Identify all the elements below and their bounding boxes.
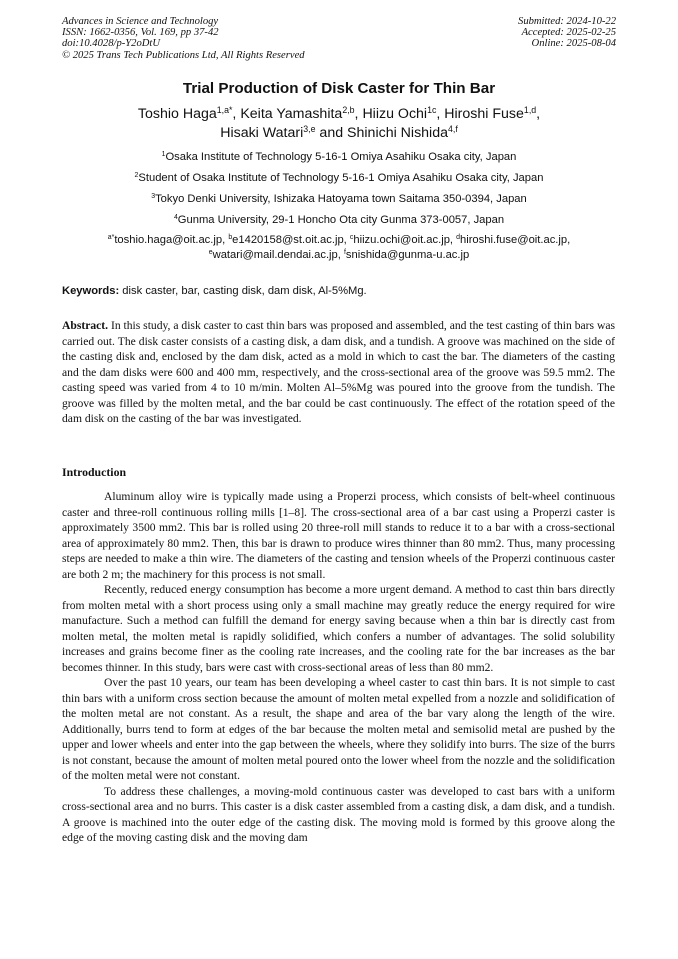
email-link[interactable]: toshio.haga@oit.ac.jp, — [114, 234, 229, 246]
email-link[interactable]: e1420158@st.oit.ac.jp, — [232, 234, 350, 246]
paragraph: Recently, reduced energy consumption has become a more urgent demand. A method to cast thin bars directly from molten metal with a short process using only a small machine may greatly reduce the energy required for wire manufacture. Such a method can fulfill the demand for energy saving because when a thin bar is directly cast from molten metal, the molten metal is rapidly solidified, which confers a number of advantages. The solid solubility increases and grains become finer as the cooling rate increases, and the cooling rate for the bar increases as the bar becomes thinner. In this study, bars were cast with cross-sectional areas of less than 80 mm2. — [62, 583, 615, 674]
author: Hisaki Watari$^{3,e}$ and — [220, 124, 348, 141]
journal-issn: ISSN: 1662-0356, Vol. 169, pp 37-42 — [62, 27, 219, 39]
author: Hiroshi Fuse$^{1,d}$, — [444, 105, 541, 122]
paragraph: Over the past 10 years, our team has been developing a wheel caster to cast thin bars. It is not simple to cast thin bars with a uniform cross section because the amount of molten metal expelled from a nozzle and solidification of the molten metal are not constant. As a result, the shape and area of the bar vary along the length of the wire. Additionally, burrs tend to form at edges of the bar because the molten metal and semisolid metal are pushed by the upper and lower wheels and enter into the gap between the wheels, where they solidify into burrs. The size of the burrs is not constant, because the amount of molten metal poured onto the lower wheel from the nozzle and the solidification of the molten metal were not constant. — [62, 676, 615, 782]
abstract-text: In this study, a disk caster to cast thin bars was proposed and assembled, and the test casting of thin bars was carried out. The disk caster consists of a casting disk, a dam disk, and a tundish. A groove was machined on the side of the casting disk and, enclosed by the dam disk, acted as a mold in which to cast the bar. The diameters of the casting and the dam disks were 600 and 400 mm, respectively, and the cross-sectional area of the groove was 59.5 mm2. The casting speed was varied from 4 to 10 m/min. Molten Al–5%Mg was poured into the groove from the tundish. The groove was filled by the molten metal, and the bar could be cast continuously. The effect of the rotation speed of the dam disk on the casting of the bar was investigated. — [62, 319, 615, 425]
keywords-text: disk caster, bar, casting disk, dam disk, Al-5%Mg. — [119, 285, 367, 297]
affiliation: $^2$Student of Osaka Institute of Technology 5-16-1 Omiya Asahiku Osaka city, Japan — [134, 172, 544, 184]
author: Shinichi Nishida$^{4,f}$ — [347, 124, 458, 141]
author: Keita Yamashita$^{2,b}$, — [240, 105, 363, 122]
keywords-label: Keywords: — [62, 285, 120, 297]
online-date: Online: 2025-08-04 — [531, 38, 616, 50]
email-line: $^e$watari@mail.dendai.ac.jp, $^f$snishida@gunma-u.ac.jp — [208, 249, 470, 261]
paragraph: Aluminum alloy wire is typically made using a Properzi process, which consists of belt-wheel continuous caster and three-roll continuous rolling mills [1–8]. The cross-sectional area of a bar cast using a Properzi caster is approximately 3500 mm2. This bar is rolled using 20 three-roll mill stands to reduce it to a bar with a cross-sectional area of approximately 80 mm2. Then, this bar is drawn to produce wires thinner than 80 mm2. Thus, many processing steps are needed to make a thin wire. The diameters of the casting and tension wheels of the Properzi continuous caster are both 2 m; the machinery for this process is not small. — [62, 490, 615, 581]
affiliation: $^4$Gunma University, 29-1 Honcho Ota city Gunma 373-0057, Japan — [173, 214, 505, 226]
introduction-body — [62, 489, 615, 846]
keywords — [62, 284, 618, 299]
paragraph: To address these challenges, a moving-mold continuous caster was developed to cast bars with a uniform cross-sectional area and no burrs. This caster is a disk caster assembled from a casting disk, a dam disk, and a tundish. A groove is machined into the outer edge of the casting disk. The moving mold is formed by this groove along the edge of the moving casting disk and the moving dam — [62, 784, 615, 844]
affiliation: $^1$Osaka Institute of Technology 5-16-1 Omiya Asahiku Osaka city, Japan — [161, 151, 517, 163]
section-heading-introduction: Introduction — [62, 465, 127, 479]
submitted-date: Submitted: 2024-10-22 — [518, 16, 616, 27]
accepted-date: Accepted: 2025-02-25 — [521, 27, 616, 39]
journal-copyright: © 2025 Trans Tech Publications Ltd, All Rights Reserved — [62, 49, 305, 61]
email-line: $^{a*}$toshio.haga@oit.ac.jp, $^b$e1420158@st.oit.ac.jp, $^c$hiizu.ochi@oit.ac.jp, $^d$hiroshi.fuse@oit.ac.jp, — [107, 234, 571, 246]
email-link[interactable]: snishida@gunma-u.ac.jp — [345, 249, 470, 261]
journal-name: Advances in Science and Technology — [62, 16, 219, 27]
email-link[interactable]: hiizu.ochi@oit.ac.jp, — [353, 234, 457, 246]
email-link[interactable]: watari@mail.dendai.ac.jp, — [212, 249, 344, 261]
email-link[interactable]: hiroshi.fuse@oit.ac.jp, — [460, 234, 571, 246]
affiliation: $^3$Tokyo Denki University, Ishizaka Hatoyama town Saitama 350-0394, Japan — [151, 193, 527, 205]
journal-info — [62, 16, 305, 61]
author-list — [60, 105, 618, 143]
journal-doi: doi:10.4028/p-Y2oDtU — [62, 38, 160, 50]
abstract-label: Abstract. — [62, 319, 109, 332]
author-emails — [40, 233, 638, 263]
abstract — [62, 318, 615, 427]
affiliations — [40, 149, 638, 263]
author: Toshio Haga$^{1,a*}$, — [137, 105, 241, 122]
submission-dates — [518, 16, 616, 50]
author: Hiizu Ochi$^{1c}$, — [362, 105, 445, 122]
paper-title: Trial Production of Disk Caster for Thin Bar — [182, 80, 496, 97]
